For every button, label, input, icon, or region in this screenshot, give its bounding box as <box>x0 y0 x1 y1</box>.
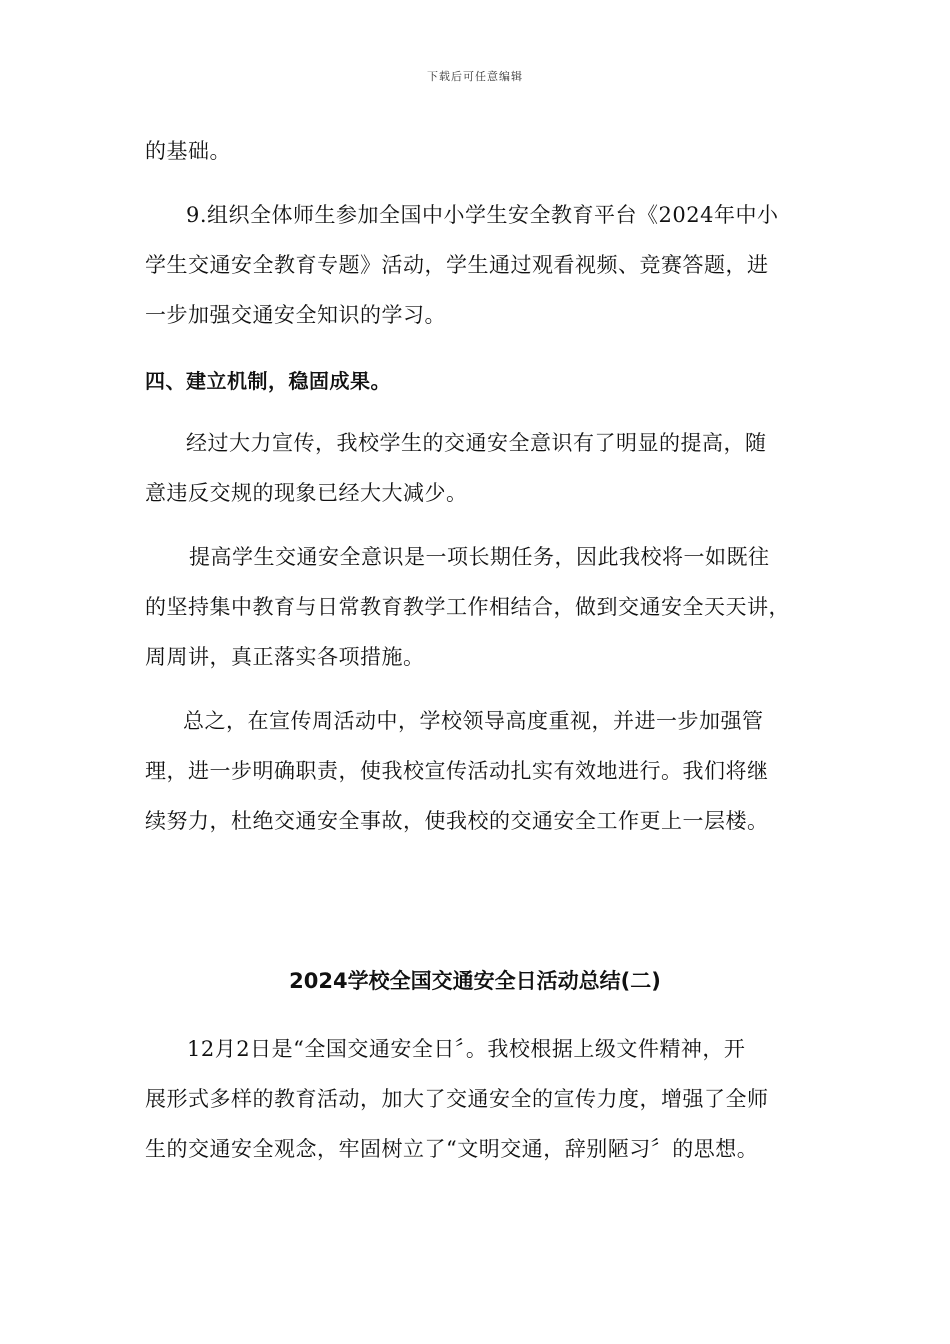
paragraph-line: 经过大力宣传，我校学生的交通安全意识有了明显的提高，随 <box>186 431 767 455</box>
section-title: 2024学校全国交通安全日活动总结(二) <box>289 969 661 993</box>
paragraph-line: 理，进一步明确职责，使我校宣传活动扎实有效地进行。我们将继 <box>145 759 769 783</box>
paragraph-line: 总之，在宣传周活动中，学校领导高度重视，并进一步加强管 <box>183 709 764 733</box>
paragraph-line: 生的交通安全观念，牢固树立了“文明交通，辞别陋习〞的思想。 <box>145 1137 759 1161</box>
paragraph-line: 周周讲，真正落实各项措施。 <box>145 645 425 669</box>
paragraph-line: 意违反交规的现象已经大大减少。 <box>145 481 468 505</box>
header-note: 下载后可任意编辑 <box>427 70 523 83</box>
paragraph-line: 一步加强交通安全知识的学习。 <box>145 303 446 327</box>
section-heading: 四、建立机制，稳固成果。 <box>145 369 391 393</box>
paragraph-line: 的基础。 <box>145 139 231 163</box>
paragraph-line: 展形式多样的教育活动，加大了交通安全的宣传力度，增强了全师 <box>145 1087 769 1111</box>
paragraph-line: 提高学生交通安全意识是一项长期任务，因此我校将一如既往 <box>189 545 770 569</box>
paragraph-line: 9.组织全体师生参加全国中小学生安全教育平台《2024年中小 <box>186 203 779 227</box>
paragraph-line: 12月2日是“全国交通安全日〞。我校根据上级文件精神，开 <box>187 1037 746 1061</box>
paragraph-line: 续努力，杜绝交通安全事故，使我校的交通安全工作更上一层楼。 <box>145 809 769 833</box>
paragraph-line: 的坚持集中教育与日常教育教学工作相结合，做到交通安全天天讲， <box>145 595 790 619</box>
paragraph-line: 学生交通安全教育专题》活动，学生通过观看视频、竞赛答题，进 <box>145 253 769 277</box>
